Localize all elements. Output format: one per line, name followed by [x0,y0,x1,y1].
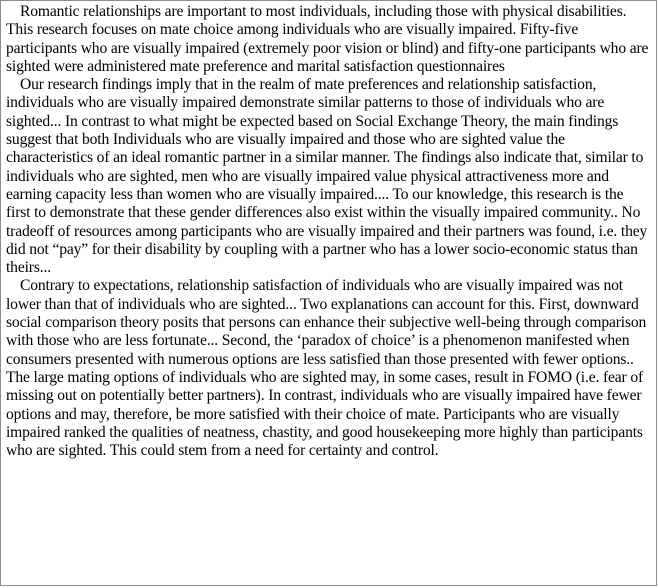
paragraph-satisfaction: Contrary to expectations, relationship satisfaction of individuals who are visually impaired was not lower than that of individuals who are sighted... Two explanations can account for this. First, downward social comparison theory posits that persons can enhance their subjective well-being through comparison with those who are less fortunate... Second, the ‘paradox of choice’ is a phenomenon manifested when consumers presented with numerous options are less satisfied than those presented with fewer options.. The large mating options of individuals who are sighted may, in some cases, result in FOMO (i.e. fear of missing out on potentially better partners). In contrast, individuals who are visually impaired have fewer options and may, therefore, be more satisfied with their choice of mate. Participants who are visually impaired ranked the qualities of neatness, chastity, and good housekeeping more highly than participants who are sighted. This could stem from a need for certainty and control. [6,277,647,460]
paragraph-abstract: Romantic relationships are important to most individuals, including those with physical disabilities. This research focuses on mate choice among individuals who are visually impaired. Fifty-five participants who are visually impaired (extremely poor vision or blind) and fifty-one participants who are sighted were administered mate preference and marital satisfaction questionnaires [6,3,649,75]
paragraph-findings: Our research findings imply that in the realm of mate preferences and relationship satisfaction, individuals who are visually impaired demonstrate similar patterns to those of individuals who are sighted... In contrast to what might be expected based on Social Exchange Theory, the main findings suggest that both Individuals who are visually impaired and those who are sighted value the characteristics of an ideal romantic partner in a similar manner. The findings also indicate that, similar to individuals who are sighted, men who are visually impaired value physical attractiveness more and earning capacity less than women who are visually impaired.... To our knowledge, this research is the first to demonstrate that these gender differences also exist within the visually impaired community.. No tradeoff of resources among participants who are visually impaired and their partners was found, i.e. they did not “pay” for their disability by coupling with a partner who has a lower socio-economic status than theirs... [6,76,648,277]
